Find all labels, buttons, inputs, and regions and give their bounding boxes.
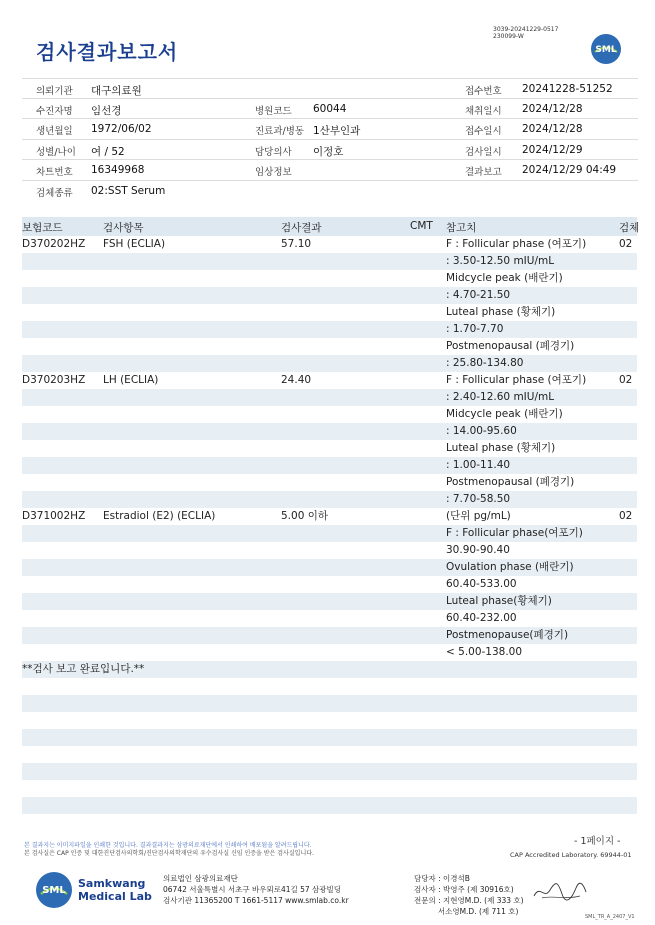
info-value: 대구의료원 — [91, 85, 142, 97]
table-row — [22, 338, 637, 355]
info-value: 1산부인과 — [313, 125, 361, 137]
info-value: 여 / 52 — [91, 145, 125, 158]
results-table-body — [22, 236, 637, 831]
table-row — [22, 627, 637, 644]
table-row — [22, 508, 637, 525]
table-row — [22, 780, 637, 797]
info-label: 접수일시 — [465, 126, 502, 137]
table-row — [22, 610, 637, 627]
table-row — [22, 372, 637, 389]
info-label: 생년월일 — [36, 126, 73, 137]
header-item: 검사항목 — [103, 222, 144, 234]
lab-address — [163, 873, 349, 906]
info-value: 2024/12/28 — [522, 123, 583, 135]
info-label: 담당의사 — [255, 146, 292, 158]
info-label: 차트번호 — [36, 167, 73, 178]
brand-line1: Samkwang — [78, 877, 146, 890]
staff-line: 검사자 : 박영주 (제 30916호) — [414, 885, 514, 894]
table-row — [22, 797, 637, 814]
staff-line: 서소영M.D. (제 711 호) — [414, 907, 519, 916]
cell-code: **검사 보고 완료입니다.** — [22, 663, 145, 675]
info-row — [22, 181, 638, 202]
cell-reference: Midcycle peak (배란기) — [446, 408, 563, 420]
table-row — [22, 440, 637, 457]
cell-result: 24.40 — [281, 374, 312, 386]
sml-logo-icon — [35, 871, 73, 909]
table-row — [22, 491, 637, 508]
table-row — [22, 746, 637, 763]
info-label: 접수번호 — [465, 86, 502, 97]
cell-reference: Postmenopausal (폐경기) — [446, 476, 575, 488]
cell-reference: < 5.00-138.00 — [446, 646, 523, 658]
cell-specimen: 02 — [619, 238, 633, 250]
cell-reference: Ovulation phase (배란기) — [446, 561, 574, 573]
patient-info — [22, 78, 638, 201]
cell-reference: 30.90-90.40 — [446, 544, 510, 556]
results-table-header — [22, 217, 640, 236]
cell-reference: : 25.80-134.80 — [446, 357, 524, 369]
table-row — [22, 457, 637, 474]
address-line: 06742 서울특별시 서초구 바우뫼로41길 57 삼광빌딩 — [163, 885, 342, 894]
table-row — [22, 270, 637, 287]
table-row — [22, 729, 637, 746]
table-row — [22, 763, 637, 780]
info-value: 임선경 — [91, 104, 122, 117]
cell-reference: F : Follicular phase (여포기) — [446, 238, 587, 250]
table-row — [22, 559, 637, 576]
cell-reference: : 7.70-58.50 — [446, 493, 511, 505]
svg-text:SML: SML — [42, 885, 66, 896]
address-line: 의료법인 삼광의료재단 — [163, 874, 238, 883]
info-label: 성별/나이 — [36, 146, 76, 158]
footer-note-2: 본 검사실은 CAP 인증 및 대한진단검사의학회/진단검사의학재단의 우수검사실 신임 인증을 받은 검사실입니다. — [24, 850, 314, 857]
info-value: 2024/12/28 — [522, 102, 583, 115]
table-row — [22, 355, 637, 372]
cell-specimen: 02 — [619, 374, 633, 386]
brand-name — [78, 877, 152, 903]
cell-reference: Postmenopausal (폐경기) — [446, 340, 575, 352]
cell-code: D371002HZ — [22, 510, 86, 522]
header-cmt: CMT — [410, 220, 433, 232]
table-row — [22, 593, 637, 610]
cell-reference: Postmenopause(폐경기) — [446, 629, 569, 641]
cell-code: D370202HZ — [22, 238, 86, 250]
info-row — [22, 140, 638, 161]
brand-line2: Medical Lab — [78, 890, 152, 903]
info-label: 결과보고 — [465, 167, 502, 178]
header-specimen: 검체 — [619, 222, 640, 234]
table-row — [22, 287, 637, 304]
info-label: 의뢰기관 — [36, 86, 73, 97]
table-row — [22, 423, 637, 440]
page-title: 검사결과보고서 — [36, 40, 179, 64]
cell-reference: F : Follicular phase(여포기) — [446, 527, 583, 539]
cell-reference: (단위 pg/mL) — [446, 510, 511, 522]
info-label: 병원코드 — [255, 105, 292, 117]
info-value: 20241228-51252 — [522, 83, 613, 95]
address-line: 검사기관 11365200 T 1661-5117 www.smlab.co.kr — [163, 896, 349, 905]
info-label: 진료과/병동 — [255, 126, 305, 137]
cap-accreditation: CAP Accredited Laboratory. 69944-01 — [510, 851, 632, 859]
cell-reference: F : Follicular phase (여포기) — [446, 374, 587, 386]
table-row — [22, 814, 637, 831]
table-row — [22, 406, 637, 423]
table-row — [22, 695, 637, 712]
info-label: 채취일시 — [465, 105, 502, 117]
staff-info — [414, 873, 524, 917]
document-id-line2: 230099-W — [493, 33, 524, 40]
table-row — [22, 253, 637, 270]
table-row — [22, 678, 637, 695]
info-row — [22, 119, 638, 140]
cell-reference: : 1.70-7.70 — [446, 323, 504, 335]
info-value: 이정호 — [313, 145, 344, 158]
document-id — [493, 26, 558, 40]
table-row — [22, 576, 637, 593]
table-row — [22, 321, 637, 338]
cell-reference: Midcycle peak (배란기) — [446, 272, 563, 284]
page-number: - 1페이지 - — [574, 836, 621, 847]
cell-reference: 60.40-232.00 — [446, 612, 517, 624]
cell-reference: : 1.00-11.40 — [446, 459, 511, 471]
header-reference: 참고치 — [446, 222, 477, 234]
cell-code: D370203HZ — [22, 374, 86, 386]
header-code: 보험코드 — [22, 222, 63, 234]
info-label: 검체종류 — [36, 187, 73, 199]
info-row — [22, 160, 638, 181]
info-row — [22, 99, 638, 120]
table-row — [22, 474, 637, 491]
info-label: 검사일시 — [465, 146, 502, 158]
cell-item: FSH (ECLIA) — [103, 238, 166, 250]
table-row — [22, 712, 637, 729]
cell-reference: : 4.70-21.50 — [446, 289, 511, 301]
cell-specimen: 02 — [619, 510, 633, 522]
cell-result: 5.00 이하 — [281, 510, 329, 522]
sml-logo-icon — [590, 33, 622, 65]
table-row — [22, 389, 637, 406]
info-value: 02:SST Serum — [91, 184, 166, 197]
footer-note-1: 본 결과지는 이미지파일을 인쇄한 것입니다. 결과결과지는 삼광의료재단에서 인쇄하여 배포됨을 알려드립니다. — [24, 842, 312, 849]
footer-note — [24, 842, 314, 858]
table-row — [22, 525, 637, 542]
cell-reference: : 3.50-12.50 mIU/mL — [446, 255, 555, 267]
document-id-line1: 3039-20241229-0517 — [493, 26, 559, 33]
staff-line: 전문의 : 지현영M.D. (제 333 호) — [414, 896, 524, 905]
info-label: 수진자명 — [36, 105, 73, 117]
cell-result: 57.10 — [281, 238, 312, 250]
info-row — [22, 78, 638, 99]
staff-line: 담당자 : 이경석B — [414, 874, 470, 883]
info-value: 16349968 — [91, 164, 145, 176]
form-id: SML_TR_A_2407_V1 — [585, 914, 635, 920]
results-table — [22, 217, 640, 831]
cell-reference: Luteal phase (황체기) — [446, 306, 556, 318]
cell-reference: 60.40-533.00 — [446, 578, 517, 590]
info-value: 1972/06/02 — [91, 123, 152, 135]
table-row — [22, 542, 637, 559]
cell-item: LH (ECLIA) — [103, 374, 159, 386]
cell-reference: Luteal phase(황체기) — [446, 595, 552, 607]
header-result: 검사결과 — [281, 222, 322, 234]
table-row — [22, 304, 637, 321]
table-row — [22, 644, 637, 661]
info-label: 임상정보 — [255, 167, 292, 178]
cell-reference: : 14.00-95.60 — [446, 425, 517, 437]
info-value: 2024/12/29 — [522, 143, 583, 156]
cell-reference: Luteal phase (황체기) — [446, 442, 556, 454]
cell-reference: : 2.40-12.60 mIU/mL — [446, 391, 555, 403]
svg-text:SML: SML — [595, 45, 617, 55]
info-value: 2024/12/29 04:49 — [522, 164, 617, 176]
cell-item: Estradiol (E2) (ECLIA) — [103, 510, 216, 522]
table-row — [22, 236, 637, 253]
signature-icon — [532, 878, 588, 906]
table-row — [22, 661, 637, 678]
info-value: 60044 — [313, 102, 347, 115]
